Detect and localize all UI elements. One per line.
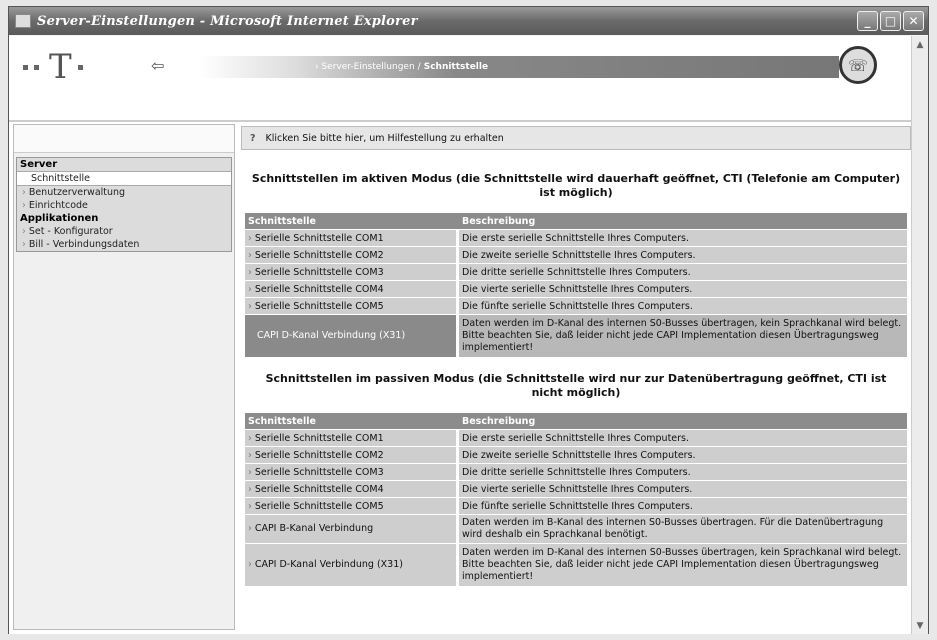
chevron-right-icon: › — [22, 239, 26, 250]
chevron-right-icon: › — [248, 232, 252, 244]
chevron-right-icon: › — [248, 266, 252, 278]
interface-name-cell[interactable] — [245, 315, 459, 357]
interface-description: Die dritte serielle Schnittstelle Ihres Computers. — [459, 264, 907, 280]
table-row[interactable] — [245, 515, 907, 543]
column-header-schnittstelle: Schnittstelle — [245, 213, 459, 229]
nav-section-applikationen: Applikationen — [20, 213, 99, 224]
interface-name-cell[interactable] — [245, 447, 459, 463]
interface-name-cell[interactable] — [245, 281, 459, 297]
interface-name: Serielle Schnittstelle COM2 — [254, 449, 384, 461]
chevron-right-icon: › — [248, 466, 252, 478]
interface-description: Daten werden im D-Kanal des internen S0-Busses übertragen, kein Sprachkanal wird belegt. Bitte beachten Sie, daß leider nicht jede CAPI Implementation diesen Übertragungsweg implementiert! — [459, 544, 907, 586]
column-header-schnittstelle: Schnittstelle — [245, 413, 459, 429]
chevron-right-icon: › — [248, 483, 252, 495]
interface-name-cell[interactable] — [245, 298, 459, 314]
active-mode-heading: Schnittstellen im aktiven Modus (die Schnittstelle wird dauerhaft geöffnet, CTI (Telefonie am Computer) ist möglich) — [251, 172, 901, 199]
sidebar-item-label: Set - Konfigurator — [28, 226, 113, 237]
telekom-logo[interactable] — [23, 47, 83, 87]
chevron-right-icon: › — [248, 300, 252, 312]
interface-name: Serielle Schnittstelle COM5 — [254, 500, 384, 512]
interface-description: Die vierte serielle Schnittstelle Ihres Computers. — [459, 481, 907, 497]
column-header-beschreibung: Beschreibung — [459, 213, 907, 229]
logo-dot-icon — [78, 65, 83, 70]
vertical-scrollbar[interactable] — [911, 36, 928, 634]
window-title: Server-Einstellungen - Microsoft Internet Explorer — [37, 13, 418, 29]
interface-name-cell[interactable] — [245, 481, 459, 497]
passive-interfaces-table — [245, 412, 907, 587]
table-row[interactable] — [245, 544, 907, 586]
title-bar[interactable] — [9, 7, 928, 35]
sidebar-item-label: Schnittstelle — [31, 173, 91, 184]
browser-window — [8, 6, 929, 634]
scroll-down-icon[interactable]: ▼ — [916, 620, 924, 631]
help-link[interactable] — [241, 126, 911, 150]
window-controls — [857, 11, 924, 31]
interface-name: Serielle Schnittstelle COM1 — [254, 232, 384, 244]
ie-icon — [15, 14, 31, 28]
chevron-right-icon: › — [248, 432, 252, 444]
interface-description: Die zweite serielle Schnittstelle Ihres Computers. — [459, 447, 907, 463]
interface-description: Die dritte serielle Schnittstelle Ihres Computers. — [459, 464, 907, 480]
chevron-right-icon: › — [248, 249, 252, 261]
breadcrumb-arrow-icon: › — [315, 62, 322, 72]
interface-name-cell[interactable] — [245, 464, 459, 480]
sidebar-item-benutzerverwaltung[interactable] — [17, 186, 231, 199]
interface-description: Die erste serielle Schnittstelle Ihres Computers. — [459, 230, 907, 246]
chevron-right-icon: › — [22, 226, 26, 237]
sidebar-item-schnittstelle[interactable] — [17, 171, 231, 186]
interface-name: CAPI D-Kanal Verbindung (X31) — [254, 559, 403, 570]
breadcrumb-separator: / — [417, 62, 421, 72]
page-header — [9, 36, 912, 122]
sidebar-item-bill-verbindungsdaten[interactable] — [17, 238, 231, 251]
interface-name-cell[interactable] — [245, 247, 459, 263]
sidebar-top — [14, 125, 234, 153]
table-row-selected[interactable] — [245, 315, 907, 357]
interface-name: Serielle Schnittstelle COM5 — [254, 300, 384, 312]
logo-dot-icon — [23, 65, 28, 70]
table-row[interactable] — [245, 247, 907, 263]
interface-name: Serielle Schnittstelle COM3 — [254, 266, 384, 278]
interface-description: Daten werden im D-Kanal des internen S0-Busses übertragen, kein Sprachkanal wird belegt. Bitte beachten Sie, daß leider nicht jede CAPI Implementation diesen Übertragungsweg implementiert! — [459, 315, 907, 357]
interface-name: Serielle Schnittstelle COM4 — [254, 483, 384, 495]
table-row[interactable] — [245, 498, 907, 514]
interface-name: Serielle Schnittstelle COM2 — [254, 249, 384, 261]
chevron-right-icon: › — [248, 559, 252, 570]
sidebar-item-set-konfigurator[interactable] — [17, 225, 231, 238]
interface-name: Serielle Schnittstelle COM3 — [254, 466, 384, 478]
interface-name-cell[interactable] — [245, 430, 459, 446]
chevron-right-icon: › — [22, 187, 26, 198]
chevron-right-icon: › — [248, 283, 252, 295]
table-row[interactable] — [245, 281, 907, 297]
sidebar-item-label: Bill - Verbindungsdaten — [28, 239, 140, 250]
minimize-button[interactable]: _ — [857, 11, 878, 31]
table-row[interactable] — [245, 481, 907, 497]
table-row[interactable] — [245, 298, 907, 314]
interface-name: CAPI B-Kanal Verbindung — [254, 523, 374, 534]
interface-name-cell[interactable] — [245, 544, 459, 586]
interface-name-cell[interactable] — [245, 498, 459, 514]
table-row[interactable] — [245, 447, 907, 463]
help-text: Klicken Sie bitte hier, um Hilfestellung zu erhalten — [265, 132, 504, 144]
interface-name-cell[interactable] — [245, 515, 459, 543]
breadcrumb — [199, 56, 839, 78]
sidebar-item-label: Benutzerverwaltung — [28, 187, 126, 198]
nav-menu — [16, 157, 232, 252]
maximize-button[interactable]: □ — [880, 11, 901, 31]
table-row[interactable] — [245, 464, 907, 480]
passive-mode-heading: Schnittstellen im passiven Modus (die Schnittstelle wird nur zur Datenübertragung geöffnet, CTI ist nicht möglich) — [265, 372, 887, 399]
nav-section-server: Server — [20, 159, 58, 170]
help-icon: ? — [250, 132, 256, 144]
interface-name: Serielle Schnittstelle COM1 — [254, 432, 384, 444]
interface-description: Die fünfte serielle Schnittstelle Ihres Computers. — [459, 498, 907, 514]
interface-description: Daten werden im B-Kanal des internen S0-Busses übertragen. Für die Datenübertragung wird deshalb ein Sprachkanal benötigt. — [459, 515, 907, 543]
interface-name-cell[interactable] — [245, 230, 459, 246]
main-panel — [241, 126, 911, 601]
breadcrumb-parent[interactable]: Server-Einstellungen — [321, 62, 415, 72]
active-interfaces-table — [245, 212, 907, 358]
back-arrow-icon[interactable]: ⇦ — [151, 56, 165, 75]
interface-description: Die erste serielle Schnittstelle Ihres Computers. — [459, 430, 907, 446]
column-header-beschreibung: Beschreibung — [459, 413, 907, 429]
logo-t-icon: T — [49, 47, 72, 87]
chevron-right-icon: › — [248, 523, 252, 534]
table-row[interactable] — [245, 264, 907, 280]
close-button[interactable]: ✕ — [903, 11, 924, 31]
chevron-right-icon: › — [248, 500, 252, 512]
table-row[interactable] — [245, 230, 907, 246]
table-header-row — [245, 413, 907, 429]
page-content — [9, 36, 912, 634]
breadcrumb-current: Schnittstelle — [423, 62, 489, 72]
device-logo-icon: ☏ — [839, 46, 877, 84]
scroll-up-icon[interactable]: ▲ — [916, 39, 924, 50]
interface-name: CAPI D-Kanal Verbindung (X31) — [257, 330, 406, 341]
table-row[interactable] — [245, 430, 907, 446]
sidebar-item-label: Einrichtcode — [28, 200, 88, 211]
interface-name-cell[interactable] — [245, 264, 459, 280]
interface-name: Serielle Schnittstelle COM4 — [254, 283, 384, 295]
sidebar — [13, 124, 235, 630]
sidebar-item-einrichtcode[interactable] — [17, 199, 231, 212]
chevron-right-icon: › — [22, 200, 26, 211]
chevron-right-icon: › — [248, 449, 252, 461]
interface-description: Die zweite serielle Schnittstelle Ihres Computers. — [459, 247, 907, 263]
table-header-row — [245, 213, 907, 229]
logo-dot-icon — [34, 65, 39, 70]
interface-description: Die vierte serielle Schnittstelle Ihres Computers. — [459, 281, 907, 297]
interface-description: Die fünfte serielle Schnittstelle Ihres Computers. — [459, 298, 907, 314]
